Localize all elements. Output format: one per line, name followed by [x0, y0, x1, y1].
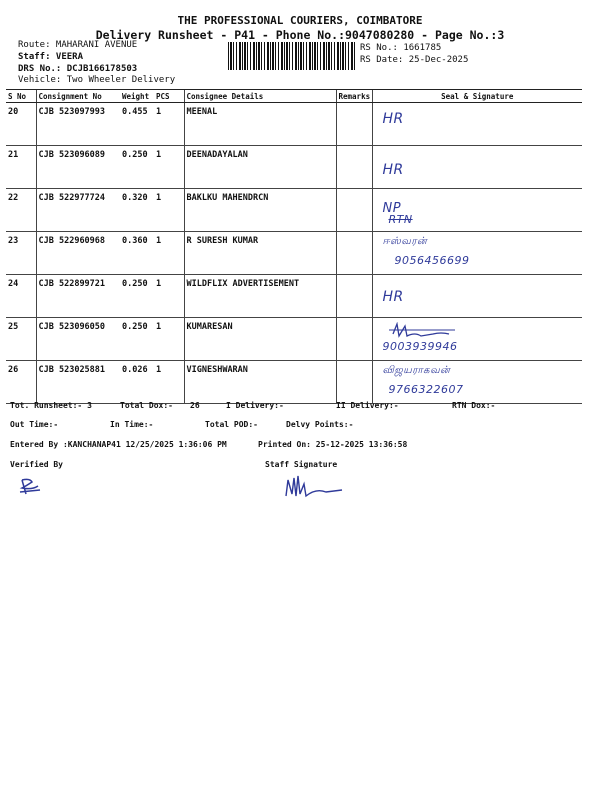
row-signature	[372, 318, 582, 361]
row-pcs: 1	[154, 361, 184, 404]
vehicle: Vehicle: Two Wheeler Delivery	[18, 75, 176, 85]
row-consignee: MEENAL	[184, 103, 336, 146]
signature-text: HR	[382, 289, 404, 305]
row-remarks	[336, 103, 372, 146]
row-consignee: WILDFLIX ADVERTISEMENT	[184, 275, 336, 318]
row-pcs: 1	[154, 189, 184, 232]
row-pcs: 1	[154, 275, 184, 318]
row-sno: 21	[6, 146, 36, 189]
col-pcs: PCS	[154, 90, 184, 103]
signature-text-2: 9766322607	[388, 383, 464, 396]
row-consignee: DEENADAYALAN	[184, 146, 336, 189]
row-sno: 22	[6, 189, 36, 232]
signature-text: HR	[382, 111, 404, 127]
signature-text: விஜயராகவன்	[382, 365, 451, 376]
rs-date: RS Date: 25-Dec-2025	[360, 55, 469, 65]
runsheet-table	[6, 89, 582, 404]
row-consignee: R SURESH KUMAR	[184, 232, 336, 275]
row-consignment: CJB 523097993	[36, 103, 120, 146]
signature-text-2: 9056456699	[394, 254, 470, 267]
signature-text: NP	[382, 201, 402, 216]
row-sno: 24	[6, 275, 36, 318]
out-time: Out Time:-	[10, 420, 59, 429]
row-signature	[372, 146, 582, 189]
row-remarks	[336, 232, 372, 275]
table-header	[6, 90, 582, 103]
row-weight: 0.360	[120, 232, 154, 275]
staff-signature-icon	[282, 470, 352, 504]
signature-text: ஈஸ்வரன்	[382, 236, 428, 247]
signature-text: HR	[382, 162, 404, 178]
total-runsheet: Tot. Runsheet:- 3	[10, 401, 92, 410]
ii-delivery: II Delivery:-	[336, 401, 399, 410]
table-row	[6, 361, 582, 404]
row-consignment: CJB 523096050	[36, 318, 120, 361]
row-pcs: 1	[154, 318, 184, 361]
row-remarks	[336, 146, 372, 189]
row-consignee: KUMARESAN	[184, 318, 336, 361]
row-consignment: CJB 522960968	[36, 232, 120, 275]
total-dox-value: 26	[190, 401, 200, 410]
row-signature	[372, 189, 582, 232]
row-weight: 0.320	[120, 189, 154, 232]
barcode	[228, 42, 356, 70]
row-sno: 25	[6, 318, 36, 361]
col-seal-signature: Seal & Signature	[372, 90, 582, 103]
row-signature	[372, 275, 582, 318]
row-weight: 0.250	[120, 275, 154, 318]
staff: Staff: VEERA	[18, 52, 84, 62]
verified-by-label: Verified By	[10, 460, 63, 469]
row-weight: 0.250	[120, 318, 154, 361]
company-title: THE PROFESSIONAL COURIERS, COIMBATORE	[177, 14, 423, 27]
rtn-dox: RTN Dox:-	[452, 401, 496, 410]
col-consignment: Consignment No	[36, 90, 120, 103]
total-dox-label: Total Dox:-	[120, 401, 173, 410]
table-row	[6, 318, 582, 361]
row-signature	[372, 361, 582, 404]
row-consignee: BAKLKU MAHENDRCN	[184, 189, 336, 232]
signature-scribble-icon	[375, 322, 465, 342]
route: Route: MAHARANI AVENUE	[18, 40, 138, 50]
table-row	[6, 103, 582, 146]
col-remarks: Remarks	[336, 90, 372, 103]
row-sno: 20	[6, 103, 36, 146]
row-weight: 0.026	[120, 361, 154, 404]
row-sno: 23	[6, 232, 36, 275]
row-consignee: VIGNESHWARAN	[184, 361, 336, 404]
row-consignment: CJB 522977724	[36, 189, 120, 232]
delvy-points: Delvy Points:-	[286, 420, 354, 429]
row-signature	[372, 232, 582, 275]
row-remarks	[336, 361, 372, 404]
row-pcs: 1	[154, 146, 184, 189]
table-row	[6, 189, 582, 232]
rs-number: RS No.: 1661785	[360, 43, 442, 53]
total-pod: Total POD:-	[205, 420, 258, 429]
row-consignment: CJB 523025881	[36, 361, 120, 404]
row-remarks	[336, 318, 372, 361]
row-pcs: 1	[154, 103, 184, 146]
row-sno: 26	[6, 361, 36, 404]
staff-signature-label: Staff Signature	[265, 460, 338, 469]
col-sno: S No	[6, 90, 36, 103]
drs-number: DRS No.: DCJB166178503	[18, 64, 138, 74]
row-remarks	[336, 275, 372, 318]
entered-by: Entered By :KANCHANAP41 12/25/2025 1:36:06 PM	[10, 440, 227, 449]
signature-text-2: RTN	[388, 213, 413, 226]
i-delivery: I Delivery:-	[226, 401, 284, 410]
printed-on: Printed On: 25-12-2025 13:36:58	[258, 440, 408, 449]
col-consignee: Consignee Details	[184, 90, 336, 103]
verifier-signature-icon	[16, 472, 56, 502]
row-signature	[372, 103, 582, 146]
runsheet-title: Delivery Runsheet - P41 - Phone No.:9047080280 - Page No.:3	[95, 28, 505, 42]
col-weight: Weight	[120, 90, 154, 103]
table-row	[6, 232, 582, 275]
table-row	[6, 146, 582, 189]
row-consignment: CJB 523096089	[36, 146, 120, 189]
row-pcs: 1	[154, 232, 184, 275]
table-row	[6, 275, 582, 318]
row-weight: 0.455	[120, 103, 154, 146]
signature-text-2: 9003939946	[382, 340, 458, 353]
row-remarks	[336, 189, 372, 232]
in-time: In Time:-	[110, 420, 154, 429]
row-weight: 0.250	[120, 146, 154, 189]
row-consignment: CJB 522899721	[36, 275, 120, 318]
